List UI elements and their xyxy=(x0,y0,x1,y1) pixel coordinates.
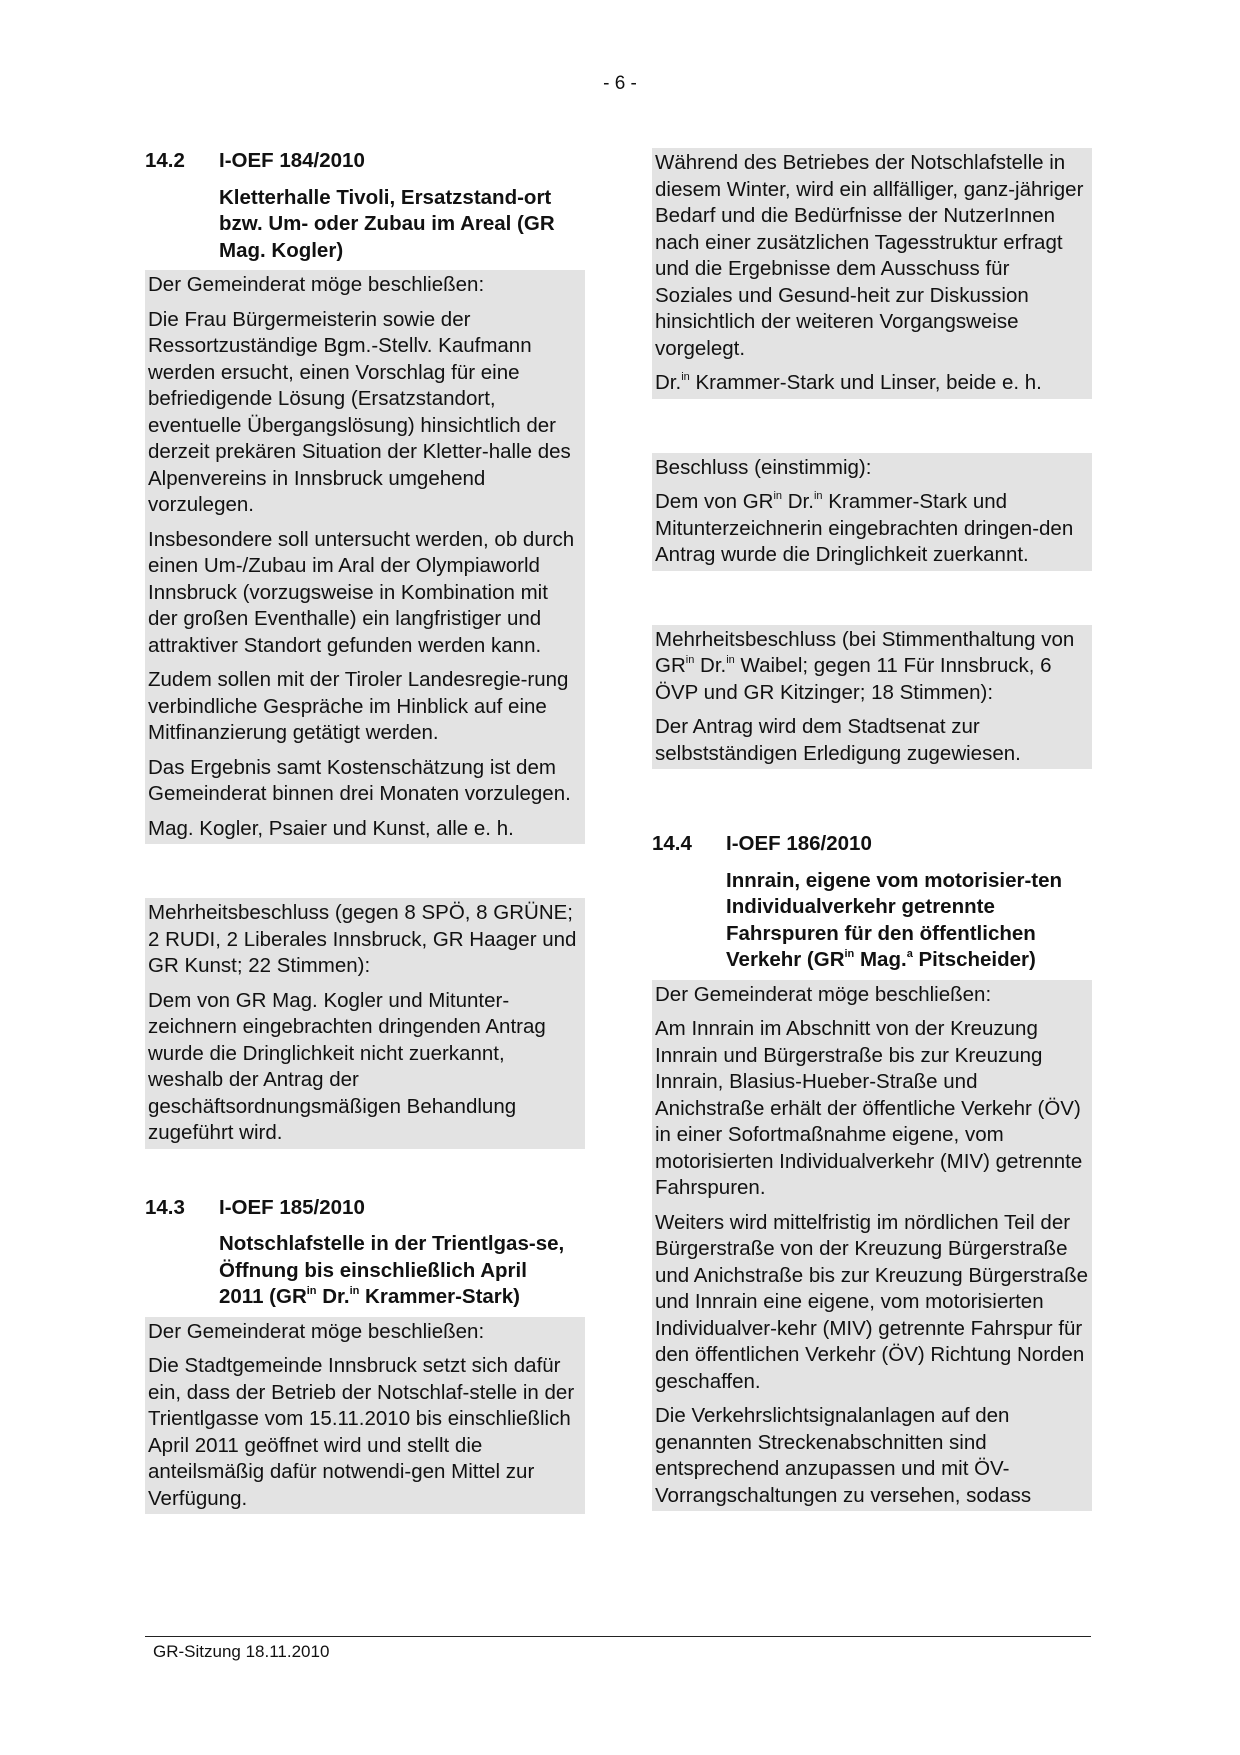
section-title: Innrain, eigene vom motorisier-ten Individualverkehr getrennte Fahrspuren für den öffentlichen Verkehr ($GR^{in}$ Mag.$^a$ Pitscheider) xyxy=(726,868,1063,971)
footer: GR-Sitzung 18.11.2010 xyxy=(153,1642,330,1661)
motion-paragraph: Zudem sollen mit der Tiroler Landesregie-rung verbindliche Gespräche im Hinblick auf eine Mitfinanzierung getätigt werden. xyxy=(148,668,569,744)
motion-id: I-OEF 185/2010 xyxy=(219,1195,365,1219)
motion-paragraph: Die Frau Bürgermeisterin sowie der Ressortzuständige Bgm.-Stellv. Kaufmann werden ersucht, einen Vorschlag für eine befriedigende Lösung (Ersatzstandort, eventuelle Übergangslösung) hinsichtlich der derzeit prekären Situation der Kletter-halle des Alpenvereins in Innsbruck umgehend vorzulegen. xyxy=(148,307,571,516)
footer-divider xyxy=(145,1636,1091,1637)
section-14-4-heading xyxy=(652,831,1092,858)
majority-resolution-block xyxy=(652,625,1092,770)
motion-intro: Der Gemeinderat möge beschließen: xyxy=(655,982,992,1006)
right-column xyxy=(652,148,1092,1511)
page-number: - 6 - xyxy=(603,73,637,94)
resolution-text: Dem von $GR^{in}$ Dr.$^{in}$ Krammer-Stark und Mitunterzeichnerin eingebrachten dringen-den Antrag wurde die Dringlichkeit zuerkannt. xyxy=(655,490,1074,566)
section-number: 14.4 xyxy=(652,832,692,855)
section-14-3-heading xyxy=(145,1195,585,1222)
motion-text-continued xyxy=(652,148,1092,399)
motion-id: I-OEF 184/2010 xyxy=(219,149,365,172)
motion-text-block xyxy=(145,1317,585,1515)
motion-paragraph: Die Verkehrslichtsignalanlagen auf den genannten Streckenabschnitten sind entsprechend anzupassen und mit ÖV-Vorrangschaltungen zu versehen, sodass xyxy=(655,1404,1032,1507)
section-number: 14.3 xyxy=(145,1195,185,1219)
motion-id: I-OEF 186/2010 xyxy=(726,832,872,855)
motion-paragraph: Die Stadtgemeinde Innsbruck setzt sich dafür ein, dass der Betrieb der Notschlaf-stelle in der Trientlgasse vom 15.11.2010 bis einschließlich April 2011 geöffnet wird und stellt die anteilsmäßig dafür notwendi-gen Mittel zur Verfügung. xyxy=(148,1354,575,1510)
resolution-text: Dem von GR Mag. Kogler und Mitunter-zeichnern eingebrachten dringenden Antrag wurde die Dringlichkeit nicht zuerkannt, weshalb der Antrag der geschäftsordnungsmäßigen Behandlung zugeführt wird. xyxy=(148,988,546,1144)
motion-paragraph: Am Innrain im Abschnitt von der Kreuzung Innrain und Bürgerstraße bis zur Kreuzung Innrain, Blasius-Hueber-Straße und Anichstraße erhält der öffentliche Verkehr (ÖV) in einer Sofortmaßnahme eigene, vom motorisierten Individualverkehr (MIV) getrennte Fahrspuren. xyxy=(655,1017,1083,1199)
section-number: 14.2 xyxy=(145,149,185,172)
motion-paragraph: Insbesondere soll untersucht werden, ob durch einen Um-/Zubau im Aral der Olympiaworld Innsbruck (vorzugsweise in Kombination mit der großen Eventhalle) ein langfristiger und attraktiver Standort gefunden werden kann. xyxy=(148,527,575,657)
resolution-block xyxy=(145,898,585,1149)
motion-intro: Der Gemeinderat möge beschließen: xyxy=(148,273,485,296)
vote-result: Beschluss (einstimmig): xyxy=(655,455,872,479)
urgency-resolution-block xyxy=(652,453,1092,571)
motion-text-block xyxy=(652,980,1092,1512)
motion-paragraph: Weiters wird mittelfristig im nördlichen Teil der Bürgerstraße von der Kreuzung Bürgerstraße und Anichstraße bis zur Kreuzung Bürgerstraße und Innrain eine eigene, vom motorisierten Individualver-kehr (MIV) getrennte Fahrspur für den öffentlichen Verkehr (ÖV) Richtung Norden geschaffen. xyxy=(655,1210,1088,1393)
motion-paragraph: Das Ergebnis samt Kostenschätzung ist dem Gemeinderat binnen drei Monaten vorzulegen. xyxy=(148,755,571,805)
section-title: Notschlafstelle in der Trientlgas-se, Öffnung bis einschließlich April 2011 ($GR^{in}$ Dr.$^{in}$ Krammer-Stark) xyxy=(219,1232,565,1308)
section-title: Kletterhalle Tivoli, Ersatzstand-ort bzw. Um- oder Zubau im Areal (GR Mag. Kogler) xyxy=(219,185,555,262)
resolution-text: Der Antrag wird dem Stadtsenat zur selbstständigen Erledigung zugewiesen. xyxy=(655,715,1021,765)
motion-signers: Dr.$^{in}$ Krammer-Stark und Linser, beide e. h. xyxy=(655,371,1042,394)
motion-signers: Mag. Kogler, Psaier und Kunst, alle e. h. xyxy=(148,816,514,840)
left-column xyxy=(145,148,585,1514)
vote-result: Mehrheitsbeschluss (bei Stimmenthaltung von $GR^{in}$ Dr.$^{in}$ Waibel; gegen 11 Für Innsbruck, 6 ÖVP und GR Kitzinger; 18 Stimmen): xyxy=(655,627,1075,704)
vote-result: Mehrheitsbeschluss (gegen 8 SPÖ, 8 GRÜNE; 2 RUDI, 2 Liberales Innsbruck, GR Haager und GR Kunst; 22 Stimmen): xyxy=(148,901,577,977)
section-14-2-heading xyxy=(145,148,585,175)
motion-intro: Der Gemeinderat möge beschließen: xyxy=(148,1319,485,1343)
motion-paragraph: Während des Betriebes der Notschlafstelle in diesem Winter, wird ein allfälliger, ganz-jähriger Bedarf und die Bedürfnisse der NutzerInnen nach einer zusätzlichen Tagesstruktur erfragt und die Ergebnisse dem Ausschuss für Soziales und Gesund-heit zur Diskussion hinsichtlich der weiteren Vorgangsweise vorgelegt. xyxy=(655,151,1084,360)
motion-text-block xyxy=(145,270,585,844)
